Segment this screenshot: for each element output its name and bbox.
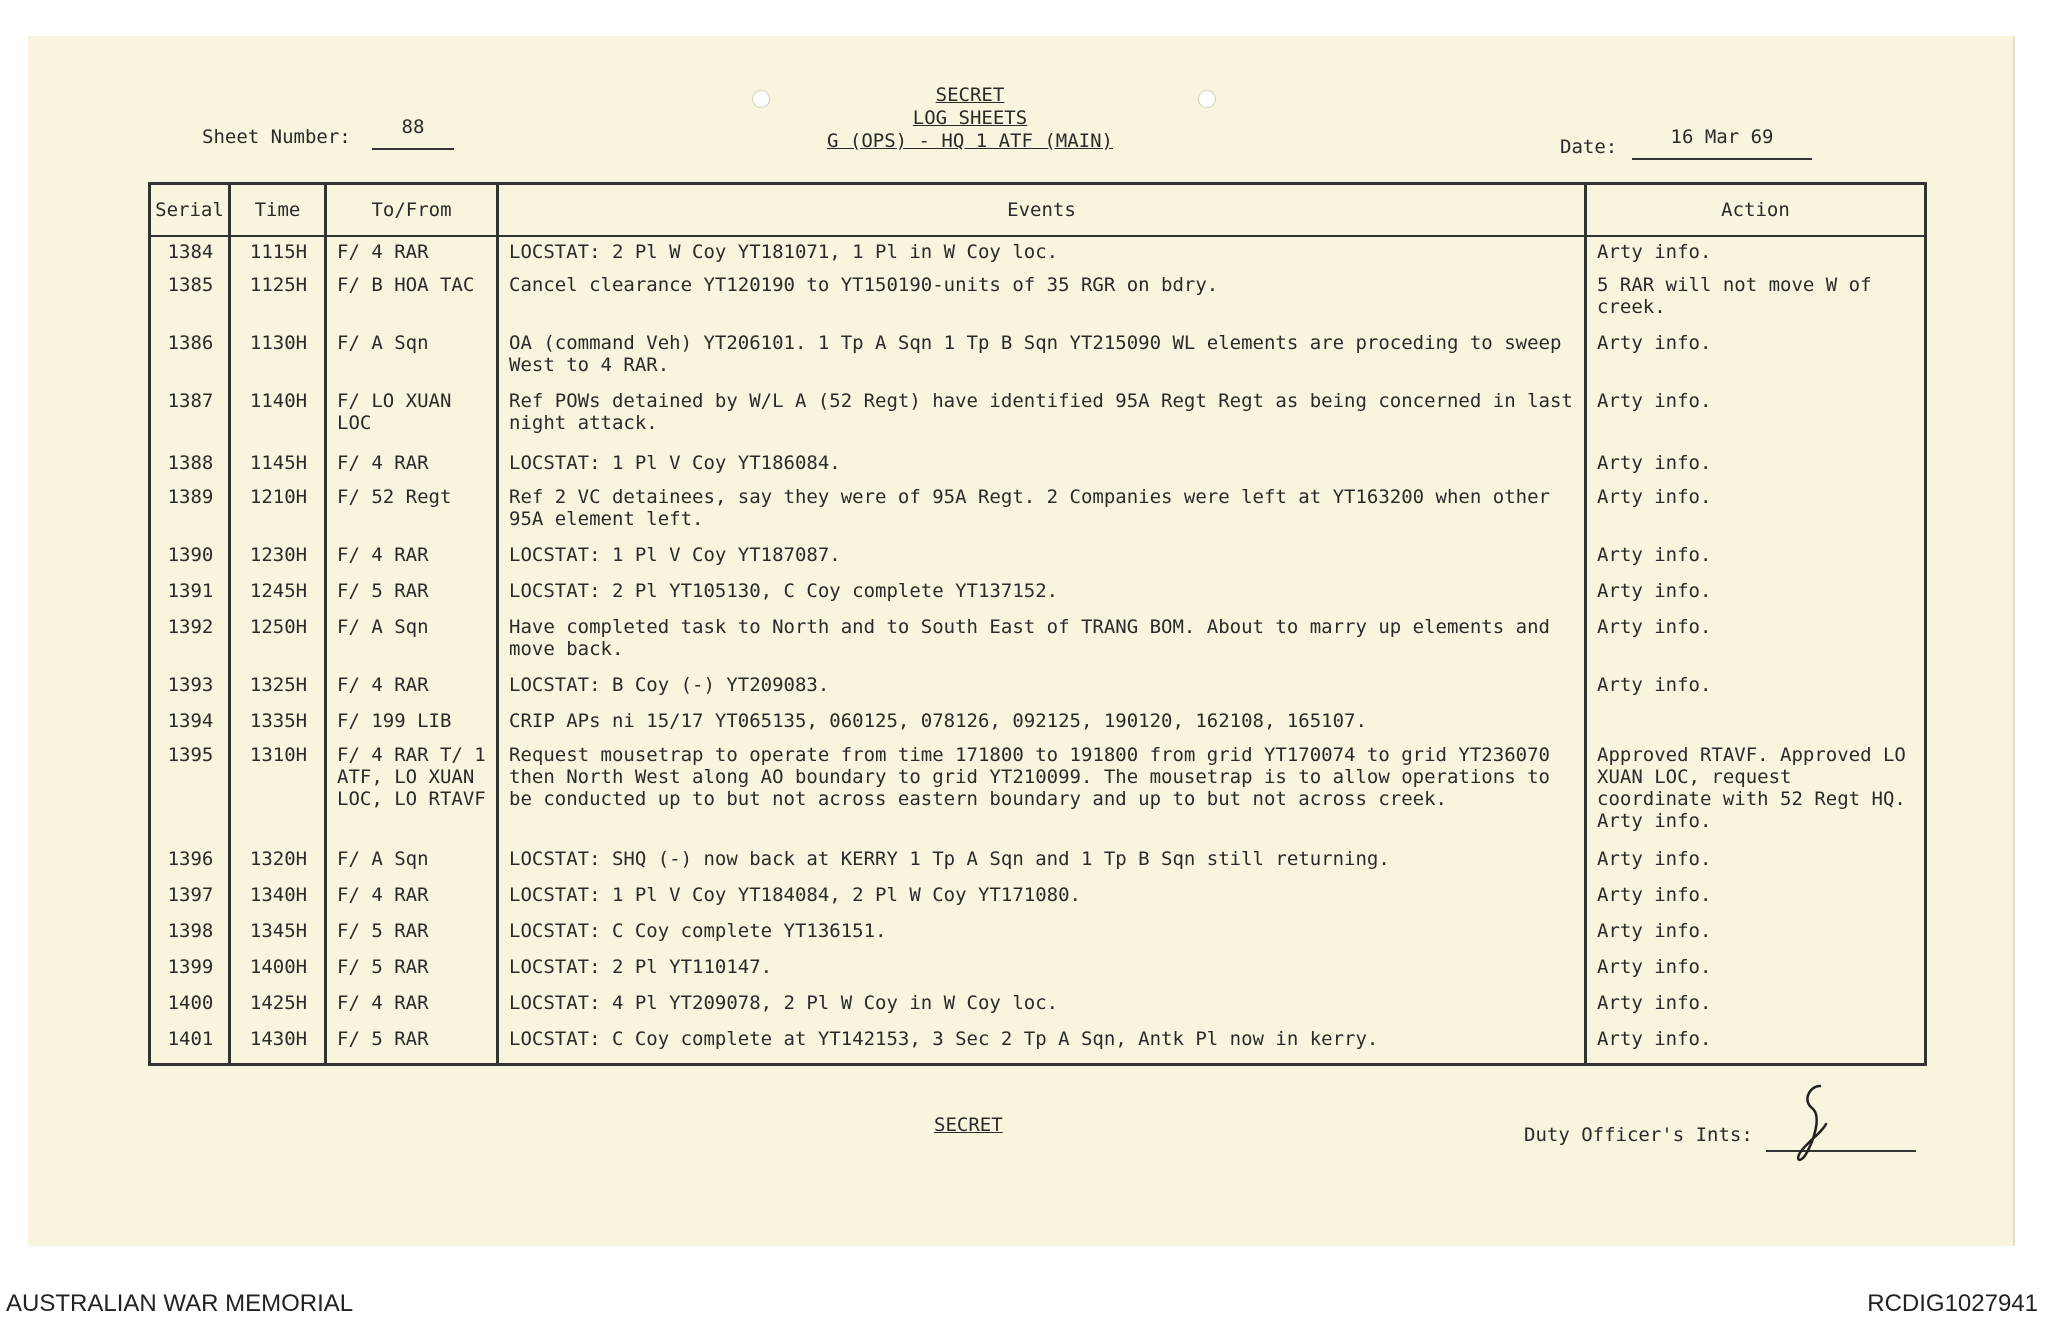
table-row: [150, 740, 1926, 844]
serial-cell: 1394: [150, 706, 230, 740]
sheet-number-underline: [372, 148, 454, 150]
events-cell: LOCSTAT: 2 Pl YT105130, C Coy complete YT137152.: [498, 576, 1586, 612]
tofrom-cell: F/ B HOA TAC: [326, 270, 498, 328]
col-header-events: Events: [498, 184, 1586, 237]
time-cell: 1325H: [230, 670, 326, 706]
serial-cell: 1401: [150, 1024, 230, 1064]
col-header-action: Action: [1586, 184, 1926, 237]
log-table: [148, 182, 1927, 1066]
time-cell: 1210H: [230, 482, 326, 540]
serial-cell: 1384: [150, 236, 230, 270]
classification-bottom: SECRET: [934, 1114, 1003, 1136]
tofrom-cell: F/ 5 RAR: [326, 916, 498, 952]
action-cell: Approved RTAVF. Approved LO XUAN LOC, request coordinate with 52 Regt HQ. Arty info.: [1586, 740, 1926, 844]
action-cell: Arty info.: [1586, 576, 1926, 612]
date-value: 16 Mar 69: [1670, 126, 1774, 148]
punch-hole-right: [1198, 90, 1216, 108]
time-cell: 1115H: [230, 236, 326, 270]
tofrom-cell: F/ 4 RAR T/ 1 ATF, LO XUAN LOC, LO RTAVF: [326, 740, 498, 844]
table-row: [150, 270, 1926, 328]
serial-cell: 1392: [150, 612, 230, 670]
serial-cell: 1385: [150, 270, 230, 328]
tofrom-cell: F/ A Sqn: [326, 612, 498, 670]
serial-cell: 1397: [150, 880, 230, 916]
tofrom-cell: F/ 5 RAR: [326, 1024, 498, 1064]
events-cell: Ref 2 VC detainees, say they were of 95A Regt. 2 Companies were left at YT163200 when other 95A element left.: [498, 482, 1586, 540]
classification-top: SECRET: [935, 84, 1005, 106]
time-cell: 1130H: [230, 328, 326, 386]
tofrom-cell: F/ 4 RAR: [326, 670, 498, 706]
table-row: [150, 540, 1926, 576]
duty-officer-label: Duty Officer's Ints:: [1524, 1124, 1753, 1146]
unit-title: G (OPS) - HQ 1 ATF (MAIN): [827, 130, 1113, 152]
duty-officer-initials-signature: [1792, 1080, 1832, 1168]
serial-cell: 1400: [150, 988, 230, 1024]
action-cell: Arty info.: [1586, 386, 1926, 448]
action-cell: Arty info.: [1586, 952, 1926, 988]
archive-record-id: RCDIG1027941: [1867, 1290, 2038, 1317]
serial-cell: 1391: [150, 576, 230, 612]
action-cell: Arty info.: [1586, 880, 1926, 916]
events-cell: Request mousetrap to operate from time 171800 to 191800 from grid YT170074 to grid YT236070 then North West along AO boundary to grid YT210099. The mousetrap is to allow operations to be conducted up to but not across eastern boundary and up to but not across creek.: [498, 740, 1586, 844]
col-header-tofrom: To/From: [326, 184, 498, 237]
time-cell: 1245H: [230, 576, 326, 612]
table-row: [150, 880, 1926, 916]
events-cell: LOCSTAT: C Coy complete at YT142153, 3 Sec 2 Tp A Sqn, Antk Pl now in kerry.: [498, 1024, 1586, 1064]
serial-cell: 1395: [150, 740, 230, 844]
archive-name: AUSTRALIAN WAR MEMORIAL: [6, 1290, 354, 1317]
tofrom-cell: F/ 4 RAR: [326, 880, 498, 916]
table-row: [150, 916, 1926, 952]
time-cell: 1345H: [230, 916, 326, 952]
events-cell: OA (command Veh) YT206101. 1 Tp A Sqn 1 Tp B Sqn YT215090 WL elements are proceding to sweep West to 4 RAR.: [498, 328, 1586, 386]
document-title: [760, 84, 1180, 153]
table-row: [150, 328, 1926, 386]
sheet-number-label: Sheet Number:: [202, 126, 351, 148]
table-row: [150, 448, 1926, 482]
tofrom-cell: F/ A Sqn: [326, 844, 498, 880]
time-cell: 1340H: [230, 880, 326, 916]
tofrom-cell: F/ 5 RAR: [326, 952, 498, 988]
table-row: [150, 612, 1926, 670]
serial-cell: 1386: [150, 328, 230, 386]
serial-cell: 1396: [150, 844, 230, 880]
action-cell: Arty info.: [1586, 612, 1926, 670]
events-cell: Ref POWs detained by W/L A (52 Regt) have identified 95A Regt Regt as being concerned in last night attack.: [498, 386, 1586, 448]
sheet-number-value: 88: [401, 116, 425, 138]
col-header-time: Time: [230, 184, 326, 237]
date-underline: [1632, 158, 1812, 160]
table-row: [150, 1024, 1926, 1064]
serial-cell: 1398: [150, 916, 230, 952]
events-cell: Have completed task to North and to South East of TRANG BOM. About to marry up elements and move back.: [498, 612, 1586, 670]
date-label: Date:: [1560, 136, 1618, 158]
action-cell: Arty info.: [1586, 236, 1926, 270]
action-cell: Arty info.: [1586, 482, 1926, 540]
time-cell: 1140H: [230, 386, 326, 448]
serial-cell: 1387: [150, 386, 230, 448]
tofrom-cell: F/ 199 LIB: [326, 706, 498, 740]
time-cell: 1400H: [230, 952, 326, 988]
events-cell: Cancel clearance YT120190 to YT150190-units of 35 RGR on bdry.: [498, 270, 1586, 328]
action-cell: Arty info.: [1586, 916, 1926, 952]
table-row: [150, 706, 1926, 740]
table-row: [150, 236, 1926, 270]
tofrom-cell: F/ A Sqn: [326, 328, 498, 386]
col-header-serial: Serial: [150, 184, 230, 237]
action-cell: Arty info.: [1586, 540, 1926, 576]
events-cell: LOCSTAT: 1 Pl V Coy YT186084.: [498, 448, 1586, 482]
log-sheets-title: LOG SHEETS: [912, 107, 1028, 129]
events-cell: CRIP APs ni 15/17 YT065135, 060125, 078126, 092125, 190120, 162108, 165107.: [498, 706, 1586, 740]
tofrom-cell: F/ 4 RAR: [326, 540, 498, 576]
time-cell: 1320H: [230, 844, 326, 880]
time-cell: 1250H: [230, 612, 326, 670]
table-row: [150, 844, 1926, 880]
events-cell: LOCSTAT: 1 Pl V Coy YT187087.: [498, 540, 1586, 576]
table-row: [150, 670, 1926, 706]
action-cell: [1586, 706, 1926, 740]
action-cell: Arty info.: [1586, 1024, 1926, 1064]
serial-cell: 1399: [150, 952, 230, 988]
events-cell: LOCSTAT: 4 Pl YT209078, 2 Pl W Coy in W Coy loc.: [498, 988, 1586, 1024]
events-cell: LOCSTAT: SHQ (-) now back at KERRY 1 Tp A Sqn and 1 Tp B Sqn still returning.: [498, 844, 1586, 880]
action-cell: 5 RAR will not move W of creek.: [1586, 270, 1926, 328]
events-cell: LOCSTAT: 2 Pl W Coy YT181071, 1 Pl in W Coy loc.: [498, 236, 1586, 270]
time-cell: 1335H: [230, 706, 326, 740]
table-row: [150, 988, 1926, 1024]
time-cell: 1145H: [230, 448, 326, 482]
events-cell: LOCSTAT: C Coy complete YT136151.: [498, 916, 1586, 952]
time-cell: 1425H: [230, 988, 326, 1024]
time-cell: 1430H: [230, 1024, 326, 1064]
tofrom-cell: F/ LO XUAN LOC: [326, 386, 498, 448]
table-row: [150, 952, 1926, 988]
action-cell: Arty info.: [1586, 448, 1926, 482]
events-cell: LOCSTAT: 1 Pl V Coy YT184084, 2 Pl W Coy YT171080.: [498, 880, 1586, 916]
time-cell: 1310H: [230, 740, 326, 844]
table-header-row: [150, 184, 1926, 237]
table-row: [150, 386, 1926, 448]
serial-cell: 1388: [150, 448, 230, 482]
time-cell: 1230H: [230, 540, 326, 576]
action-cell: Arty info.: [1586, 328, 1926, 386]
table-row: [150, 482, 1926, 540]
serial-cell: 1390: [150, 540, 230, 576]
tofrom-cell: F/ 4 RAR: [326, 988, 498, 1024]
action-cell: Arty info.: [1586, 844, 1926, 880]
action-cell: Arty info.: [1586, 670, 1926, 706]
duty-officer-underline: [1766, 1150, 1916, 1152]
serial-cell: 1393: [150, 670, 230, 706]
table-row: [150, 576, 1926, 612]
tofrom-cell: F/ 4 RAR: [326, 448, 498, 482]
events-cell: LOCSTAT: B Coy (-) YT209083.: [498, 670, 1586, 706]
events-cell: LOCSTAT: 2 Pl YT110147.: [498, 952, 1586, 988]
serial-cell: 1389: [150, 482, 230, 540]
tofrom-cell: F/ 4 RAR: [326, 236, 498, 270]
tofrom-cell: F/ 52 Regt: [326, 482, 498, 540]
tofrom-cell: F/ 5 RAR: [326, 576, 498, 612]
time-cell: 1125H: [230, 270, 326, 328]
action-cell: Arty info.: [1586, 988, 1926, 1024]
